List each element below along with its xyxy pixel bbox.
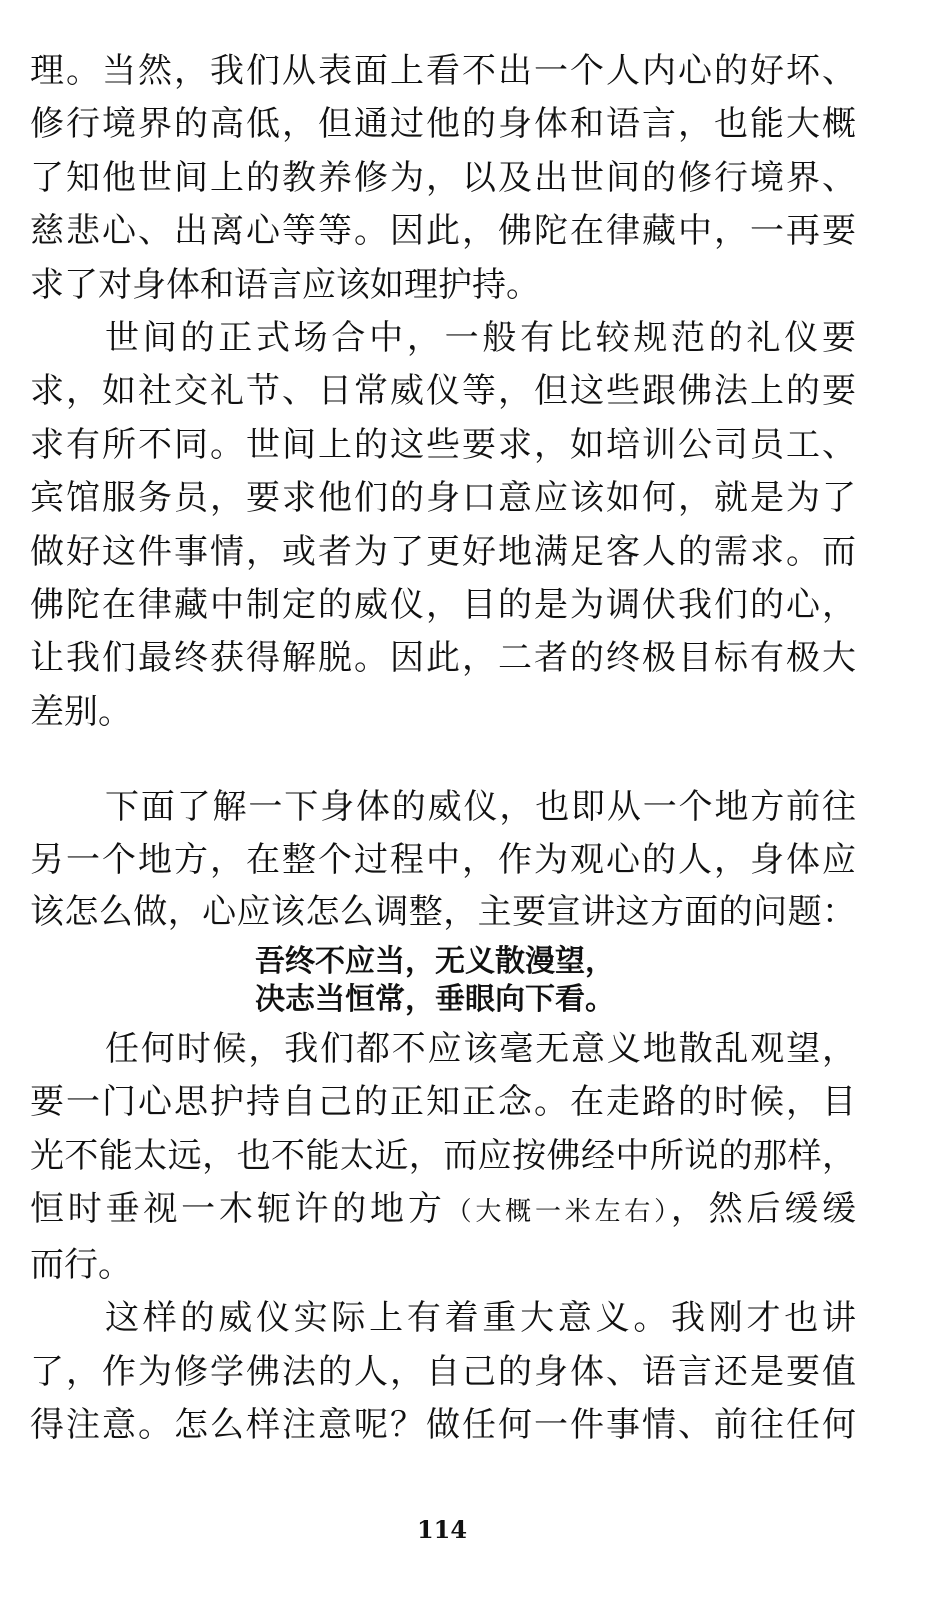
- text-line: 让我们最终获得解脱。因此，二者的终极目标有极大: [30, 638, 856, 679]
- text-line: 了知他世间上的教养修为，以及出世间的修行境界、: [30, 157, 856, 198]
- text-segment: ，然后缓缓: [670, 1188, 856, 1229]
- paragraph-4: [30, 1023, 856, 1292]
- text-line: 做好这件事情，或者为了更好地满足客人的需求。而: [30, 531, 856, 572]
- text-line: 理。当然，我们从表面上看不出一个人内心的好坏、: [30, 51, 856, 91]
- verse-line: 吾终不应当，无义散漫望，: [255, 944, 615, 979]
- text-line: 该怎么做，心应该怎么调整，主要宣讲这方面的问题：: [30, 892, 856, 933]
- text-line: 光不能太远，也不能太近，而应按佛经中所说的那样，: [30, 1135, 856, 1176]
- text-section-top: [30, 45, 856, 739]
- text-line: 求，如社交礼节、日常威仪等，但这些跟佛法上的要: [30, 371, 856, 412]
- text-line-with-note: [30, 1183, 856, 1239]
- text-line: 求有所不同。世间上的这些要求，如培训公司员工、: [30, 424, 856, 465]
- paragraph-2: [30, 312, 856, 739]
- paragraph-1: [30, 45, 856, 312]
- text-line: 要一门心思护持自己的正知正念。在走路的时候，目: [30, 1082, 856, 1123]
- text-line: 另一个地方，在整个过程中，作为观心的人，身体应: [30, 839, 856, 880]
- text-line: 下面了解一下身体的威仪，也即从一个地方前往: [105, 787, 856, 827]
- text-line: 求了对身体和语言应该如理护持。: [30, 264, 540, 305]
- text-line: 世间的正式场合中，一般有比较规范的礼仪要: [105, 318, 856, 359]
- paragraph-5: [30, 1292, 856, 1452]
- text-segment: 恒时垂视一木轭许的地方: [30, 1188, 446, 1229]
- text-line: 差别。: [30, 691, 132, 732]
- verse-block: [255, 943, 615, 1019]
- text-section-middle: [30, 781, 856, 939]
- page-number: 114: [416, 1515, 468, 1544]
- text-line: 慈悲心、出离心等等。因此，佛陀在律藏中，一再要: [30, 211, 856, 252]
- parenthetical-note: （大概一米左右）: [445, 1196, 671, 1227]
- text-line: 佛陀在律藏中制定的威仪，目的是为调伏我们的心，: [30, 585, 856, 626]
- text-line: 宾馆服务员，要求他们的身口意应该如何，就是为了: [30, 478, 856, 519]
- verse-line: 决志当恒常，垂眼向下看。: [255, 982, 615, 1017]
- text-line: 修行境界的高低，但通过他的身体和语言，也能大概: [30, 104, 856, 145]
- text-line: 任何时候，我们都不应该毫无意义地散乱观望，: [105, 1029, 856, 1069]
- text-line: 得注意。怎么样注意呢？做任何一件事情、前往任何: [30, 1405, 856, 1446]
- text-line: 了，作为修学佛法的人，自己的身体、语言还是要值: [30, 1351, 856, 1392]
- paragraph-3: [30, 781, 856, 939]
- text-line: 这样的威仪实际上有着重大意义。我刚才也讲: [105, 1298, 856, 1339]
- text-section-bottom: [30, 1023, 856, 1452]
- text-line: 而行。: [30, 1245, 132, 1286]
